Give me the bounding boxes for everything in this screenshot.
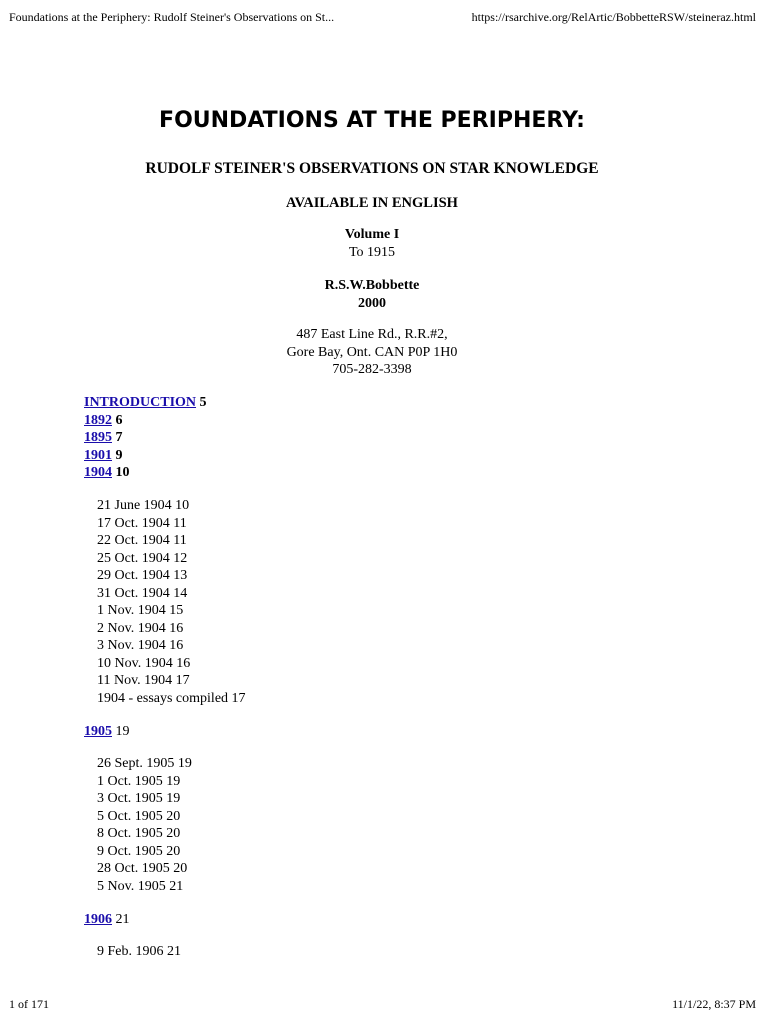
toc-link-1895[interactable]: 1895 (84, 430, 112, 445)
volume-block (0, 226, 744, 261)
print-header (9, 10, 756, 24)
toc-page-number: 19 (115, 724, 130, 739)
toc-sub-entry: 3 Nov. 1904 16 (97, 638, 184, 653)
phone-number: 705-282-3398 (332, 362, 412, 377)
table-of-contents (84, 394, 207, 482)
author-name: R.S.W.Bobbette (324, 278, 420, 293)
print-datetime: 11/1/22, 8:37 PM (672, 997, 756, 1011)
toc-sub-entry: 22 Oct. 1904 11 (97, 533, 187, 548)
volume-range: To 1915 (348, 244, 396, 260)
toc-entry (84, 394, 207, 412)
toc-sub-entry: 3 Oct. 1905 19 (97, 791, 181, 806)
author-block (0, 277, 744, 312)
address-line: Gore Bay, Ont. CAN P0P 1H0 (286, 344, 458, 360)
toc-sub-entry: 8 Oct. 1905 20 (97, 826, 181, 841)
page-count: 1 of 171 (9, 997, 49, 1011)
toc-link-1905[interactable]: 1905 (84, 724, 112, 739)
toc-sub-entry: 31 Oct. 1904 14 (97, 585, 188, 601)
toc-link-introduction[interactable]: INTRODUCTION (84, 395, 197, 410)
address-block (0, 326, 744, 379)
toc-entry (84, 429, 207, 447)
document-title: FOUNDATIONS AT THE PERIPHERY: (159, 108, 585, 133)
toc-page-number: 21 (115, 912, 130, 927)
toc-sub-entry: 9 Feb. 1906 21 (97, 944, 181, 959)
address-line: 487 East Line Rd., R.R.#2, (296, 327, 448, 342)
toc-sub-entry: 10 Nov. 1904 16 (97, 655, 191, 671)
print-header-title: Foundations at the Periphery: Rudolf Steiner's Observations on St... (9, 10, 335, 24)
print-header-url: https://rsarchive.org/RelArtic/BobbetteRSW/steineraz.html (471, 10, 756, 24)
toc-section-1905 (84, 723, 130, 741)
toc-1906-entries (97, 943, 181, 961)
toc-sub-entry: 5 Oct. 1905 20 (97, 808, 181, 824)
toc-sub-entry: 1 Nov. 1904 15 (97, 603, 184, 618)
toc-1904-entries (97, 497, 246, 707)
toc-sub-entry: 9 Oct. 1905 20 (97, 843, 181, 859)
volume-label: Volume I (344, 227, 400, 242)
toc-sub-entry: 5 Nov. 1905 21 (97, 878, 184, 894)
toc-entry (84, 412, 207, 430)
toc-sub-entry: 1 Oct. 1905 19 (97, 773, 181, 789)
publication-year: 2000 (358, 295, 386, 311)
toc-sub-entry: 26 Sept. 1905 19 (97, 756, 192, 771)
print-footer (9, 997, 756, 1011)
toc-link-1901[interactable]: 1901 (84, 447, 112, 463)
toc-page-number: 6 (115, 412, 123, 428)
toc-page-number: 7 (115, 430, 123, 445)
toc-entry (84, 464, 207, 482)
toc-section-1906 (84, 911, 130, 929)
document-subtitle: RUDOLF STEINER'S OBSERVATIONS ON STAR KNOWLEDGE (145, 160, 599, 177)
toc-sub-entry: 29 Oct. 1904 13 (97, 568, 188, 583)
toc-entry (84, 447, 207, 465)
toc-sub-entry: 11 Nov. 1904 17 (97, 673, 190, 688)
toc-link-1892[interactable]: 1892 (84, 412, 112, 428)
toc-page-number: 10 (115, 465, 130, 480)
toc-page-number: 9 (115, 447, 123, 463)
toc-link-1904[interactable]: 1904 (84, 465, 112, 480)
toc-sub-entry: 2 Nov. 1904 16 (97, 620, 184, 636)
toc-link-1906[interactable]: 1906 (84, 912, 112, 927)
toc-sub-entry: 28 Oct. 1905 20 (97, 861, 188, 876)
availability-note: AVAILABLE IN ENGLISH (286, 195, 458, 211)
toc-sub-entry: 17 Oct. 1904 11 (97, 515, 187, 531)
toc-sub-entry: 25 Oct. 1904 12 (97, 550, 188, 566)
toc-sub-entry: 1904 - essays compiled 17 (97, 690, 246, 706)
toc-page-number: 5 (199, 395, 207, 410)
toc-1905-entries (97, 755, 192, 895)
toc-sub-entry: 21 June 1904 10 (97, 498, 190, 513)
